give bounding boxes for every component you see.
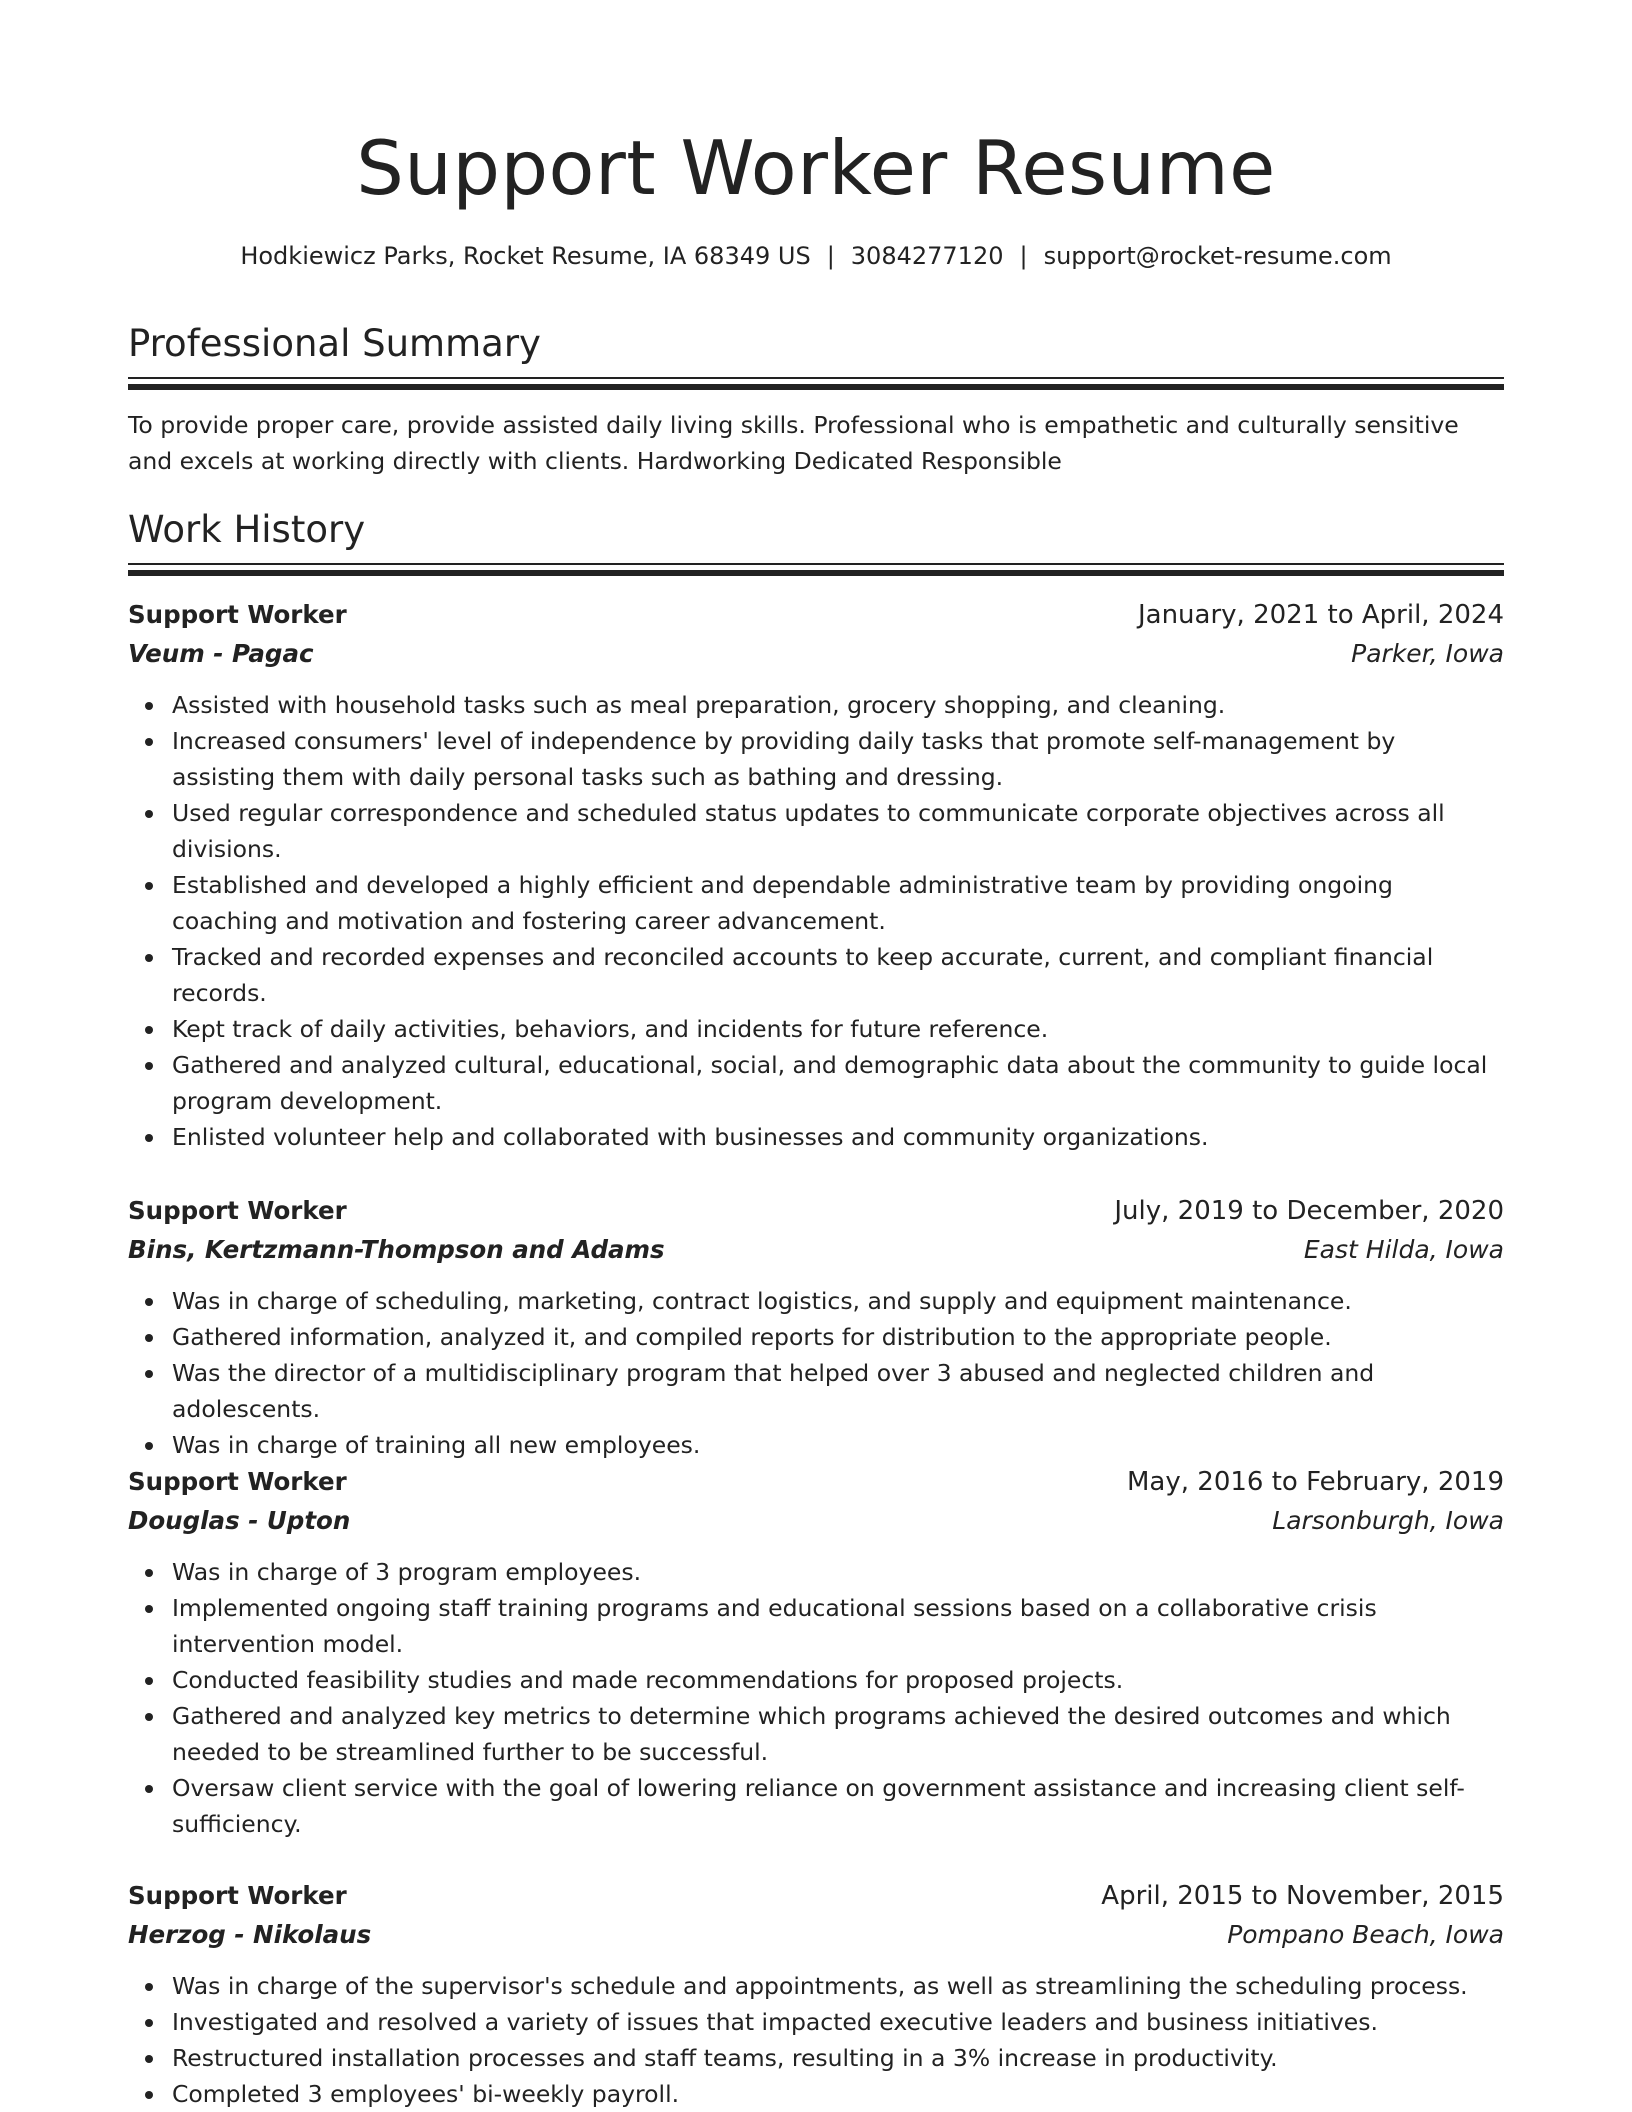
job-dates: January, 2021 to April, 2024 bbox=[1137, 600, 1504, 630]
list-item: Was in charge of the supervisor's schedule and appointments, as well as streamlining the scheduling process. bbox=[128, 1968, 1504, 2004]
list-item: Conducted feasibility studies and made recommendations for proposed projects. bbox=[128, 1662, 1504, 1698]
job-company-row bbox=[128, 1501, 1504, 1540]
job-company: Herzog - Nikolaus bbox=[128, 1920, 372, 1949]
job-header-row bbox=[128, 1876, 1504, 1915]
job-duties-list bbox=[128, 1554, 1504, 1842]
job-company: Douglas - Upton bbox=[128, 1506, 351, 1535]
job-entry bbox=[128, 1191, 1504, 1463]
list-item: Was the director of a multidisciplinary program that helped over 3 abused and neglected children and adolescents. bbox=[128, 1355, 1504, 1427]
contact-email: support@rocket-resume.com bbox=[1043, 242, 1392, 270]
list-item: Oversaw client service with the goal of lowering reliance on government assistance and increasing client self-sufficiency. bbox=[128, 1770, 1504, 1842]
page-title: Support Worker Resume bbox=[356, 124, 1276, 212]
job-header-row bbox=[128, 1191, 1504, 1230]
job-dates: July, 2019 to December, 2020 bbox=[1114, 1196, 1504, 1226]
job-company: Veum - Pagac bbox=[128, 639, 314, 668]
job-duties-list bbox=[128, 687, 1504, 1155]
contact-separator: | bbox=[1019, 242, 1028, 270]
job-title: Support Worker bbox=[128, 1467, 347, 1496]
section-divider-thick bbox=[128, 384, 1504, 390]
contact-separator: | bbox=[826, 242, 835, 270]
list-item: Restructured installation processes and staff teams, resulting in a 3% increase in productivity. bbox=[128, 2040, 1504, 2076]
list-item: Increased consumers' level of independence by providing daily tasks that promote self-management by assisting them with daily personal tasks such as bathing and dressing. bbox=[128, 723, 1504, 795]
job-location: Parker, Iowa bbox=[1351, 639, 1504, 668]
job-entry bbox=[128, 1462, 1504, 1842]
job-entry bbox=[128, 1876, 1504, 2112]
job-location: East Hilda, Iowa bbox=[1303, 1235, 1504, 1264]
list-item: Tracked and recorded expenses and reconciled accounts to keep accurate, current, and compliant financial records. bbox=[128, 939, 1504, 1011]
list-item: Investigated and resolved a variety of issues that impacted executive leaders and business initiatives. bbox=[128, 2004, 1504, 2040]
list-item: Gathered and analyzed cultural, educational, social, and demographic data about the community to guide local program development. bbox=[128, 1047, 1504, 1119]
list-item: Used regular correspondence and scheduled status updates to communicate corporate objectives across all divisions. bbox=[128, 795, 1504, 867]
job-entry bbox=[128, 595, 1504, 1155]
work-history-heading: Work History bbox=[128, 508, 366, 551]
summary-text: To provide proper care, provide assisted daily living skills. Professional who is empathetic and culturally sensitive and excels at working directly with clients. Hardworking Dedicated Responsible bbox=[128, 411, 1459, 475]
job-duties-list bbox=[128, 1283, 1504, 1463]
contact-line bbox=[128, 238, 1504, 274]
summary-section-header bbox=[128, 318, 1504, 370]
section-divider-thin bbox=[128, 563, 1504, 565]
list-item: Was in charge of training all new employees. bbox=[128, 1427, 1504, 1463]
contact-phone: 3084277120 bbox=[850, 242, 1004, 270]
job-location: Larsonburgh, Iowa bbox=[1272, 1506, 1504, 1535]
job-header-row bbox=[128, 1462, 1504, 1501]
job-dates: May, 2016 to February, 2019 bbox=[1127, 1467, 1504, 1497]
list-item: Assisted with household tasks such as meal preparation, grocery shopping, and cleaning. bbox=[128, 687, 1504, 723]
contact-address: Hodkiewicz Parks, Rocket Resume, IA 68349 US bbox=[240, 242, 811, 270]
list-item: Implemented ongoing staff training programs and educational sessions based on a collaborative crisis intervention model. bbox=[128, 1590, 1504, 1662]
job-company: Bins, Kertzmann-Thompson and Adams bbox=[128, 1235, 665, 1264]
section-divider-thin bbox=[128, 377, 1504, 379]
list-item: Gathered and analyzed key metrics to determine which programs achieved the desired outcomes and which needed to be streamlined further to be successful. bbox=[128, 1698, 1504, 1770]
list-item: Kept track of daily activities, behaviors, and incidents for future reference. bbox=[128, 1011, 1504, 1047]
list-item: Established and developed a highly efficient and dependable administrative team by providing ongoing coaching and motivation and fostering career advancement. bbox=[128, 867, 1504, 939]
list-item: Gathered information, analyzed it, and compiled reports for distribution to the appropriate people. bbox=[128, 1319, 1504, 1355]
job-location: Pompano Beach, Iowa bbox=[1227, 1920, 1504, 1949]
list-item: Was in charge of scheduling, marketing, contract logistics, and supply and equipment maintenance. bbox=[128, 1283, 1504, 1319]
list-item: Enlisted volunteer help and collaborated with businesses and community organizations. bbox=[128, 1119, 1504, 1155]
job-title: Support Worker bbox=[128, 1196, 347, 1225]
list-item: Was in charge of 3 program employees. bbox=[128, 1554, 1504, 1590]
job-title: Support Worker bbox=[128, 600, 347, 629]
work-history-section-header bbox=[128, 504, 1504, 556]
summary-heading: Professional Summary bbox=[128, 322, 541, 365]
job-duties-list bbox=[128, 1968, 1504, 2112]
list-item: Completed 3 employees' bi-weekly payroll. bbox=[128, 2076, 1504, 2112]
job-company-row bbox=[128, 1915, 1504, 1954]
section-divider-thick bbox=[128, 570, 1504, 576]
job-header-row bbox=[128, 595, 1504, 634]
job-dates: April, 2015 to November, 2015 bbox=[1101, 1881, 1504, 1911]
job-title: Support Worker bbox=[128, 1881, 347, 1910]
job-company-row bbox=[128, 634, 1504, 673]
job-company-row bbox=[128, 1230, 1504, 1269]
